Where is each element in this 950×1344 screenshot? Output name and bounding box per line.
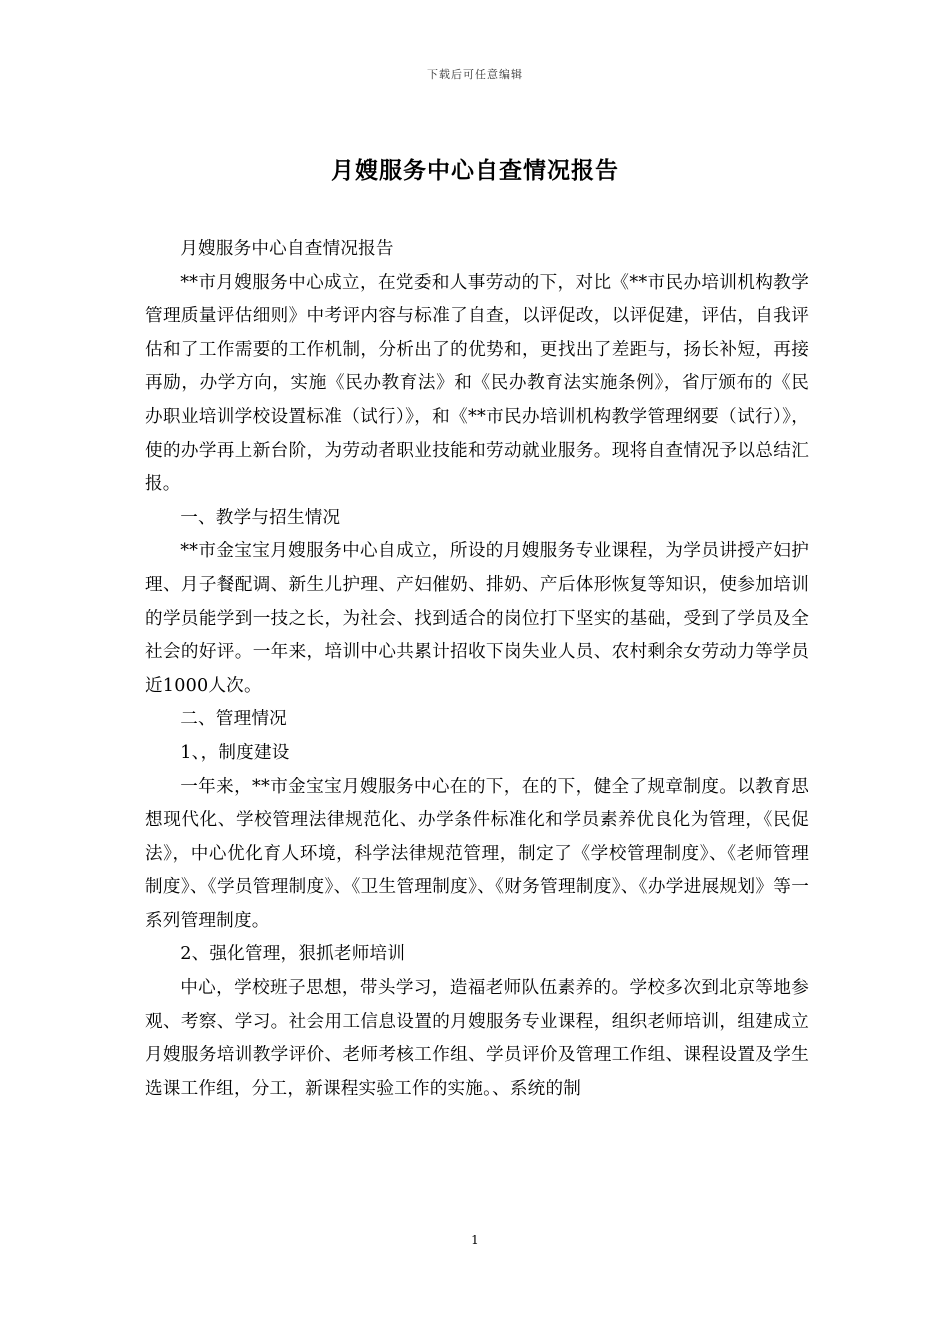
section-heading-management: 二、管理情况 bbox=[180, 709, 287, 730]
header-note: 下载后可任意编辑 bbox=[427, 68, 523, 81]
subheading-training: 2、强化管理，狠抓老师培训 bbox=[180, 944, 406, 965]
section-heading-teaching: 一、教学与招生情况 bbox=[180, 507, 341, 528]
document-body bbox=[145, 233, 809, 1106]
page-number: 1 bbox=[471, 1233, 479, 1247]
paragraph-system: 一年来，**市金宝宝月嫂服务中心在的下，在的下，健全了规章制度。以教育思想现代化、学校管理法律规范化、办学条件标准化和学员素养优良化为管理，《民促法》，中心优化育人环境，科学法律规范管理，制定了《学校管理制度》、《老师管理制度》、《学员管理制度》、《卫生管理制度》、《财务管理制度》、《办学进展规划》等一系列管理制度。 bbox=[145, 776, 809, 931]
paragraph-teaching: **市金宝宝月嫂服务中心自成立，所设的月嫂服务专业课程，为学员讲授产妇护理、月子餐配调、新生儿护理、产妇催奶、排奶、产后体形恢复等知识，使参加培训的学员能学到一技之长，为社会、找到适合的岗位打下坚实的基础，受到了学员及全社会的好评。一年来，培训中心共累计招收下岗失业人员、农村剩余女劳动力等学员近1000人次。 bbox=[145, 541, 809, 696]
paragraph-training: 中心，学校班子思想，带头学习，造福老师队伍素养的。学校多次到北京等地参观、考察、学习。社会用工信息设置的月嫂服务专业课程，组织老师培训，组建成立月嫂服务培训教学评价、老师考核工作组、学员评价及管理工作组、课程设置及学生选课工作组，分工，新课程实验工作的实施。、系统的制 bbox=[145, 978, 809, 1099]
subheading-system: 1、，制度建设 bbox=[180, 742, 290, 763]
paragraph-intro: **市月嫂服务中心成立，在党委和人事劳动的下，对比《**市民办培训机构教学管理质量评估细则》中考评内容与标准了自查，以评促改，以评促建，评估，自我评估和了工作需要的工作机制，分析出了的优势和，更找出了差距与，扬长补短，再接再励，办学方向，实施《民办教育法》和《民办教育法实施条例》，省厅颁布的《民办职业培训学校设置标准（试行）》，和《**市民办培训机构教学管理纲要（试行）》，使的办学再上新台阶，为劳动者职业技能和劳动就业服务。现将自查情况予以总结汇报。 bbox=[145, 272, 809, 495]
paragraph-subtitle: 月嫂服务中心自查情况报告 bbox=[180, 239, 394, 259]
document-title: 月嫂服务中心自查情况报告 bbox=[331, 158, 619, 184]
